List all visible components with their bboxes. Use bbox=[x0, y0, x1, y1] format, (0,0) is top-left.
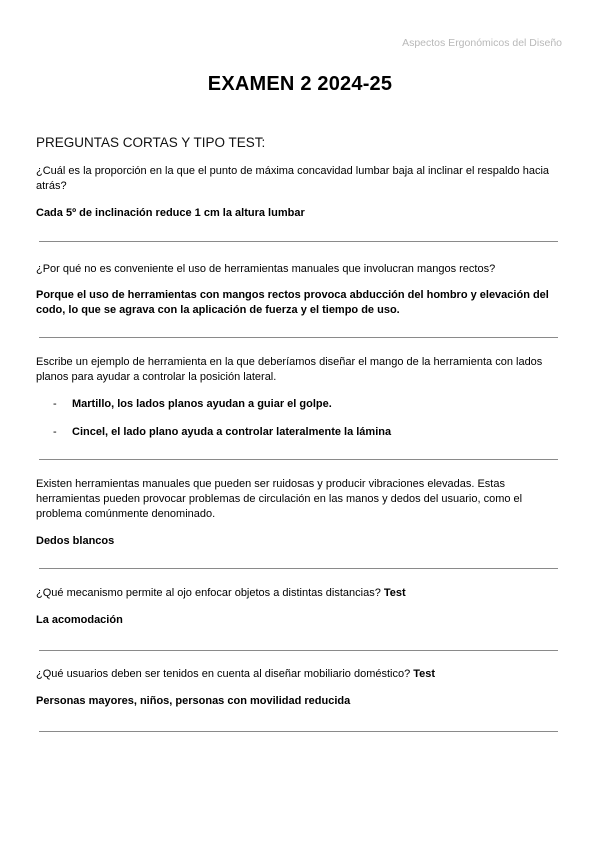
running-header: Aspectos Ergonómicos del Diseño bbox=[402, 37, 562, 49]
divider bbox=[39, 568, 558, 569]
question-block-5 bbox=[36, 586, 558, 628]
list-item bbox=[36, 397, 558, 412]
question-block-1 bbox=[36, 164, 558, 221]
question-block-6 bbox=[36, 667, 558, 709]
question-text bbox=[36, 586, 558, 601]
answer-text: Martillo, los lados planos ayudan a guiar el golpe. bbox=[72, 398, 332, 410]
test-tag: Test bbox=[383, 587, 406, 599]
question-block-2 bbox=[36, 262, 558, 318]
question-block-4 bbox=[36, 477, 558, 549]
answer-text: Cada 5º de inclinación reduce 1 cm la altura lumbar bbox=[36, 207, 305, 219]
question-block-3 bbox=[36, 355, 558, 440]
answer-text: La acomodación bbox=[36, 614, 123, 626]
list-item bbox=[36, 425, 558, 440]
divider bbox=[39, 731, 558, 732]
section-heading: PREGUNTAS CORTAS Y TIPO TEST: bbox=[36, 135, 266, 150]
question-body: ¿Qué mecanismo permite al ojo enfocar objetos a distintas distancias? bbox=[36, 587, 381, 599]
test-tag: Test bbox=[413, 668, 436, 680]
bullet-marker: - bbox=[53, 398, 57, 410]
divider bbox=[39, 650, 558, 651]
answer-text: Porque el uso de herramientas con mangos rectos provoca abducción del hombro y elevación del codo, lo que se agrava con la aplicación de fuerza y el tiempo de uso. bbox=[36, 289, 549, 316]
divider bbox=[39, 459, 558, 460]
divider bbox=[39, 241, 558, 242]
question-text bbox=[36, 667, 558, 682]
question-text: Existen herramientas manuales que pueden ser ruidosas y producir vibraciones elevadas. Estas herramientas pueden provocar problemas de circulación en las manos y dedos del usuario, como el problema comúnmente denominado. bbox=[36, 478, 523, 520]
question-text: ¿Cuál es la proporción en la que el punto de máxima concavidad lumbar baja al inclinar el respaldo hacia atrás? bbox=[36, 165, 550, 192]
question-body: ¿Qué usuarios deben ser tenidos en cuenta al diseñar mobiliario doméstico? bbox=[36, 668, 411, 680]
answer-text: Dedos blancos bbox=[36, 535, 115, 547]
question-text: ¿Por qué no es conveniente el uso de herramientas manuales que involucran mangos rectos? bbox=[36, 263, 496, 275]
exam-title: EXAMEN 2 2024-25 bbox=[207, 73, 393, 95]
answer-text: Cincel, el lado plano ayuda a controlar lateralmente la lámina bbox=[72, 426, 392, 438]
question-text: Escribe un ejemplo de herramienta en la que deberíamos diseñar el mango de la herramienta con lados planos para ayudar a controlar la posición lateral. bbox=[36, 356, 543, 383]
divider bbox=[39, 337, 558, 338]
answer-text: Personas mayores, niños, personas con movilidad reducida bbox=[36, 695, 351, 707]
bullet-marker: - bbox=[53, 426, 57, 438]
answer-list bbox=[36, 397, 558, 440]
